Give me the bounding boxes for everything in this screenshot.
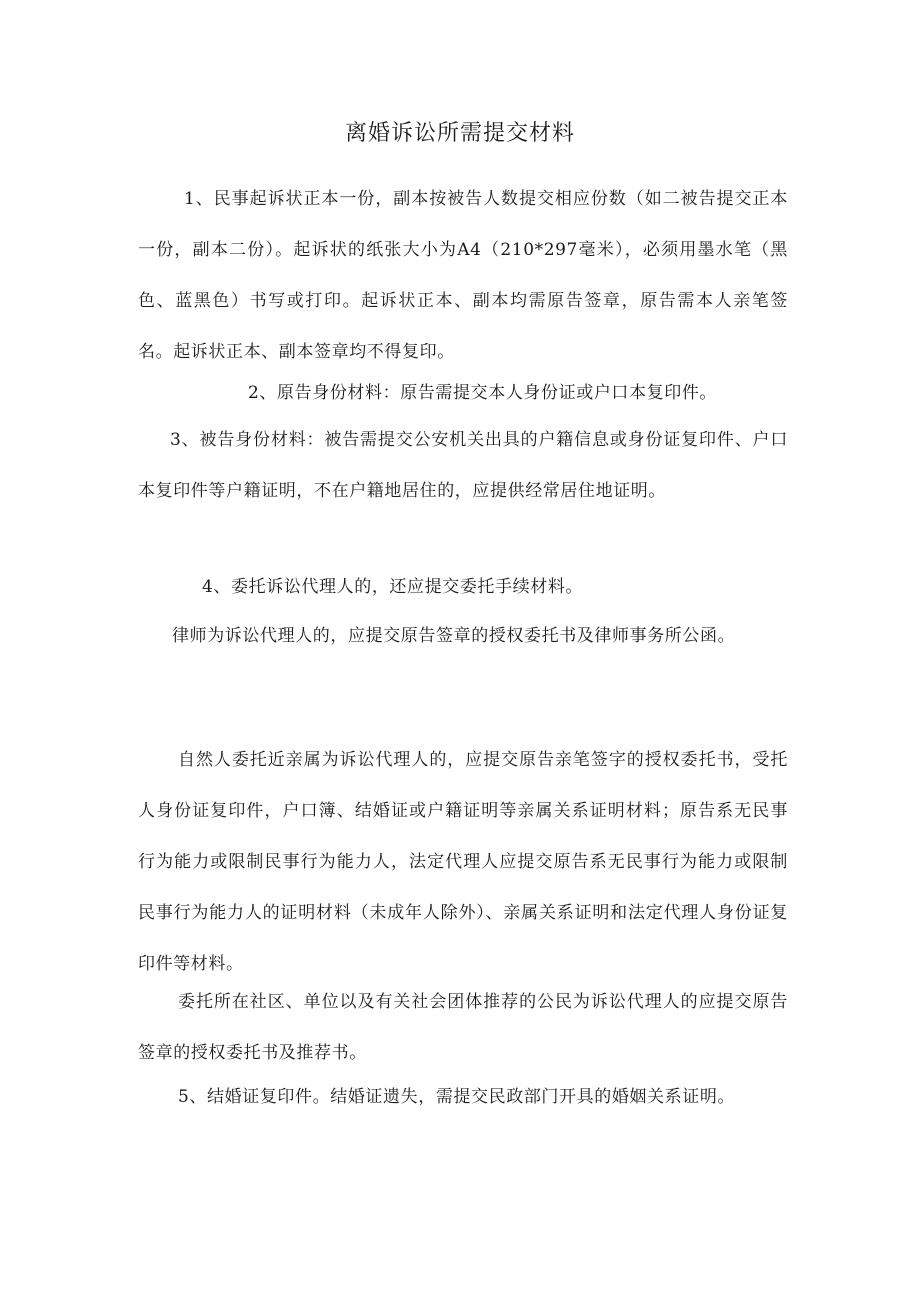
page-title: 离婚诉讼所需提交材料 bbox=[344, 121, 575, 146]
paragraph-5: 律师为诉讼代理人的，应提交原告签章的授权委托书及律师事务所公函。 bbox=[172, 626, 736, 646]
paragraph-6: 自然人委托近亲属为诉讼代理人的，应提交原告亲笔签字的授权委托书，受托人身份证复印件，户口簿、结婚证或户籍证明等亲属关系证明材料；原告系无民事行为能力或限制民事行为能力人，法定代理人应提交原告系无民事行为能力或限制民事行为能力人的证明材料（未成年人除外）、亲属关系证明和法定代理人身份证复印件等材料。 bbox=[138, 750, 788, 974]
paragraph-4: 4、委托诉讼代理人的，还应提交委托手续材料。 bbox=[202, 577, 584, 597]
paragraph-1: 1、民事起诉状正本一份，副本按被告人数提交相应份数（如二被告提交正本一份，副本二份）。起诉状的纸张大小为A4（210*297毫米），必须用墨水笔（黑色、蓝黑色）书写或打印。起诉状正本、副本均需原告签章，原告需本人亲笔签名。起诉状正本、副本签章均不得复印。 bbox=[138, 189, 788, 362]
paragraph-7: 委托所在社区、单位以及有关社会团体推荐的公民为诉讼代理人的应提交原告签章的授权委托书及推荐书。 bbox=[138, 992, 788, 1063]
paragraph-3: 3、被告身份材料：被告需提交公安机关出具的户籍信息或身份证复印件、户口本复印件等户籍证明，不在户籍地居住的，应提供经常居住地证明。 bbox=[138, 430, 788, 501]
paragraph-8: 5、结婚证复印件。结婚证遗失，需提交民政部门开具的婚姻关系证明。 bbox=[178, 1087, 736, 1107]
paragraph-2: 2、原告身份材料：原告需提交本人身份证或户口本复印件。 bbox=[248, 383, 718, 403]
